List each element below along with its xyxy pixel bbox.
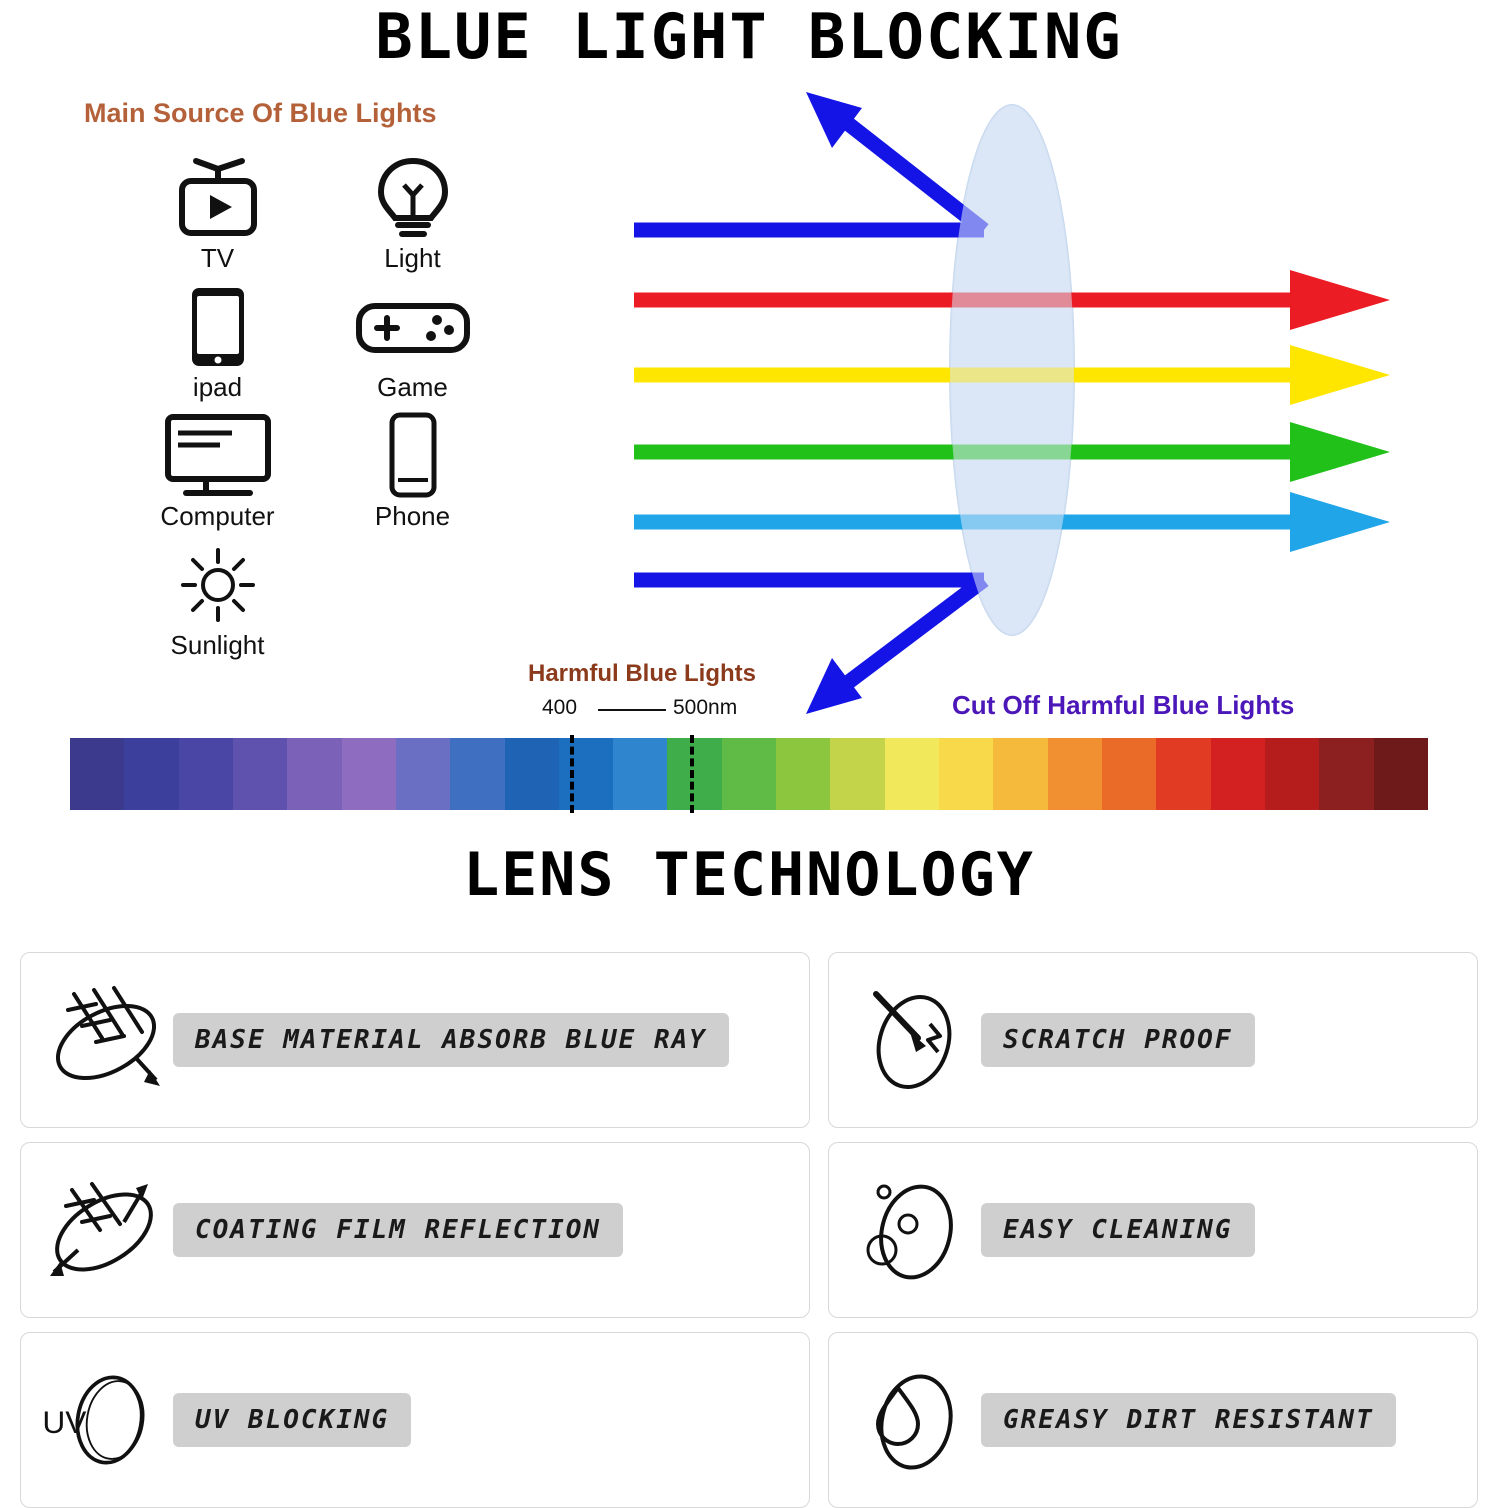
source-item-tv [120,155,315,274]
cut-off-label: Cut Off Harmful Blue Lights [952,690,1295,720]
spectrum-bar [70,738,1428,810]
source-item-ipad [120,284,315,403]
feature-label: SCRATCH PROOF [981,1013,1255,1067]
lens-technology-title: LENS TECHNOLOGY [463,840,1035,910]
spectrum-band-9 [559,738,613,810]
source-label: TV [200,243,235,273]
lens-clean-icon [841,1170,981,1290]
page-title: BLUE LIGHT BLOCKING [375,0,1123,73]
lens-grease-icon [841,1360,981,1480]
tablet-icon [120,284,315,370]
lens-absorb-icon [33,980,173,1100]
source-row [120,284,510,413]
source-row [120,542,510,671]
spectrum-band-10 [613,738,667,810]
source-item-sunlight [120,542,315,661]
source-label: Computer [160,501,275,531]
spectrum-mark-400 [570,735,574,813]
feature-grid [20,952,1480,1508]
sun-icon [120,542,315,628]
source-row [120,413,510,542]
spectrum-band-13 [776,738,830,810]
source-item-empty [315,542,510,661]
spectrum-band-2 [179,738,233,810]
range-start-label: 400 [542,696,578,719]
spectrum-band-3 [233,738,287,810]
spectrum-band-1 [124,738,178,810]
spectrum-band-19 [1102,738,1156,810]
range-connector [598,709,666,711]
spectrum-band-8 [505,738,559,810]
feature-card-scratch-proof [828,952,1478,1128]
spectrum-band-17 [993,738,1047,810]
source-row [120,155,510,284]
spectrum-band-22 [1265,738,1319,810]
spectrum-band-21 [1211,738,1265,810]
range-end-label: 500nm [673,696,738,719]
spectrum-band-11 [667,738,721,810]
gamepad-icon [315,284,510,370]
lens-ray-diagram [600,70,1480,730]
svg-text:UV: UV [42,1404,87,1441]
phone-icon [315,413,510,499]
source-item-phone [315,413,510,532]
spectrum-band-4 [287,738,341,810]
harmful-blue-lights-label: Harmful Blue Lights [528,660,757,687]
feature-label: GREASY DIRT RESISTANT [981,1393,1396,1447]
spectrum-band-23 [1319,738,1373,810]
source-item-computer [120,413,315,532]
source-label: Game [377,372,448,402]
feature-card-coating-film [20,1142,810,1318]
spectrum-band-15 [885,738,939,810]
feature-label: UV BLOCKING [173,1393,411,1447]
ray-blue-upper [634,92,984,230]
lightbulb-icon [315,155,510,241]
sources-heading: Main Source Of Blue Lights [84,98,437,128]
tv-icon [120,155,315,241]
spectrum-band-7 [450,738,504,810]
spectrum-band-24 [1374,738,1428,810]
feature-label: COATING FILM REFLECTION [173,1203,623,1257]
source-label: Sunlight [170,630,265,660]
source-list [120,155,510,671]
spectrum-band-20 [1156,738,1210,810]
feature-card-base-material [20,952,810,1128]
feature-card-greasy-dirt [828,1332,1478,1508]
feature-label: BASE MATERIAL ABSORB BLUE RAY [173,1013,729,1067]
source-item-light [315,155,510,274]
source-label: Light [384,243,441,273]
monitor-icon [120,413,315,499]
spectrum-mark-500 [690,735,694,813]
spectrum-band-16 [939,738,993,810]
spectrum-band-14 [830,738,884,810]
spectrum-band-18 [1048,738,1102,810]
ray-blue-lower [634,580,984,714]
spectrum-band-6 [396,738,450,810]
source-label: ipad [192,372,243,402]
feature-card-uv-blocking [20,1332,810,1508]
spectrum-band-5 [342,738,396,810]
feature-label: EASY CLEANING [981,1203,1255,1257]
spectrum-band-12 [722,738,776,810]
lens-reflect-icon [33,1170,173,1290]
lens-uv-icon [33,1360,173,1480]
spectrum-band-0 [70,738,124,810]
feature-card-easy-cleaning [828,1142,1478,1318]
source-item-game [315,284,510,403]
source-label: Phone [374,501,451,531]
lens-scratch-icon [841,980,981,1100]
